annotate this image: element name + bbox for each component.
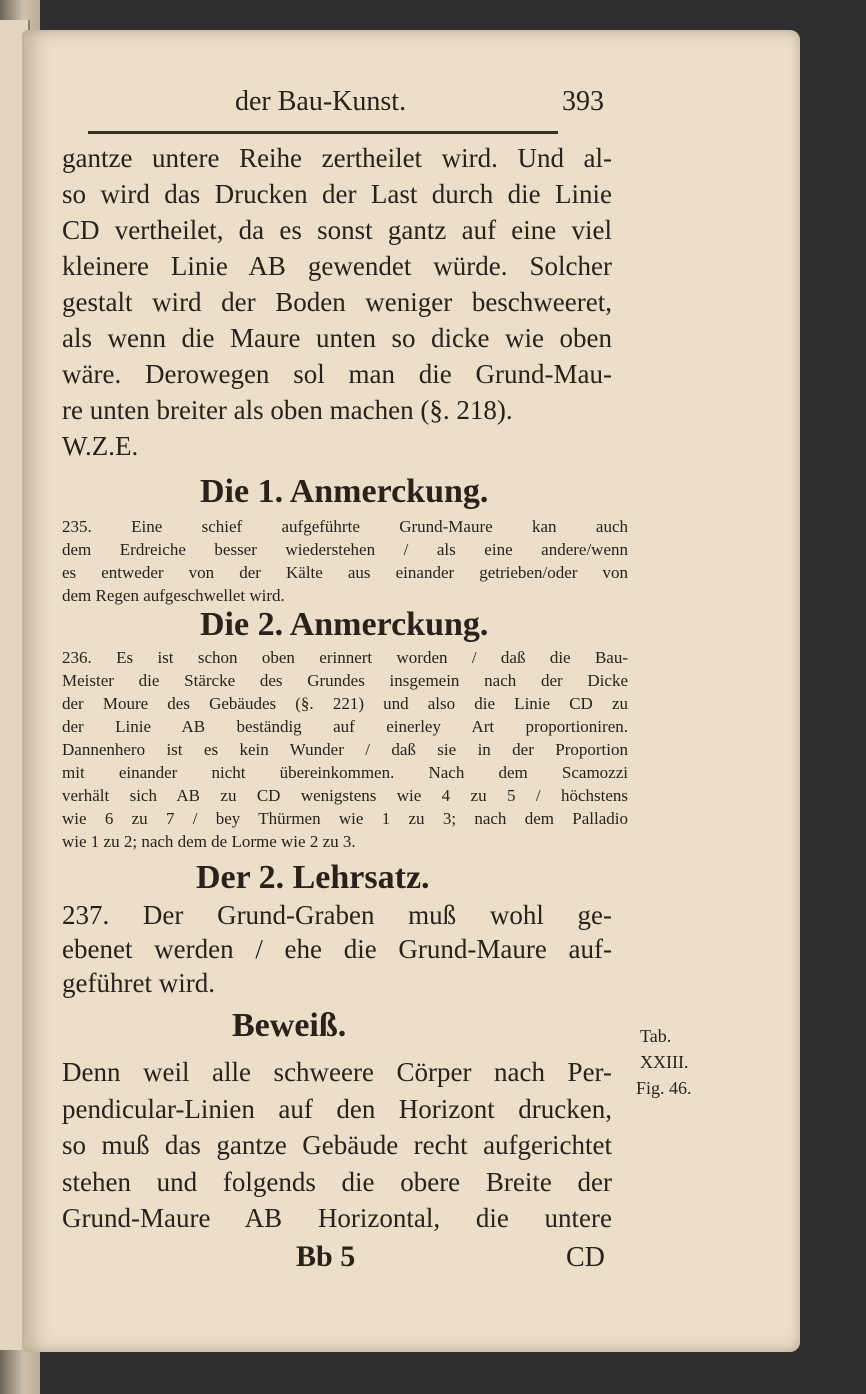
proof-line: Denn weil alle schweere Cörper nach Per- (62, 1057, 612, 1087)
text-line: re unten breiter als oben machen (§. 218). (62, 395, 513, 425)
note-line: wie 6 zu 7 / bey Thürmen wie 1 zu 3; nach dem Palladio (62, 809, 628, 828)
proof-line: pendicular-Linien auf den Horizont drucken, (62, 1094, 612, 1124)
note-line: 236. Es ist schon oben erinnert worden / daß die Bau- (62, 648, 628, 667)
header-rule (88, 131, 558, 134)
text-line: gantze untere Reihe zertheilet wird. Und al- (62, 143, 612, 173)
theorem-line: ebenet werden / ehe die Grund-Maure auf- (62, 934, 612, 964)
section-heading: Der 2. Lehrsatz. (196, 859, 430, 896)
note-line: dem Erdreiche besser wiederstehen / als eine andere/wenn (62, 540, 628, 559)
margin-note-tab: Tab. (640, 1026, 672, 1046)
margin-note-fig: Fig. 46. (636, 1078, 692, 1098)
note-line: verhält sich AB zu CD wenigstens wie 4 zu 5 / höchstens (62, 786, 628, 805)
section-heading: Beweiß. (232, 1007, 347, 1044)
text-line: wäre. Derowegen sol man die Grund-Mau- (62, 359, 612, 389)
note-line: Meister die Stärcke des Grundes insgemein nach der Dicke (62, 671, 628, 690)
running-title: der Bau-Kunst. (235, 86, 407, 117)
text-line: kleinere Linie AB gewendet würde. Solcher (62, 251, 612, 281)
section-heading: Die 2. Anmerckung. (200, 606, 489, 643)
margin-note-plate: XXIII. (640, 1052, 689, 1072)
note-line: der Linie AB beständig auf einerley Art proportioniren. (62, 717, 628, 736)
note-line: wie 1 zu 2; nach dem de Lorme wie 2 zu 3. (62, 832, 356, 851)
note-line: Dannenhero ist es kein Wunder / daß sie in der Proportion (62, 740, 628, 759)
text-line: gestalt wird der Boden weniger beschweeret, (62, 287, 612, 317)
theorem-line: 237. Der Grund-Graben muß wohl ge- (62, 900, 612, 930)
proof-line: so muß das gantze Gebäude recht aufgerichtet (62, 1130, 612, 1160)
note-line: mit einander nicht übereinkommen. Nach dem Scamozzi (62, 763, 628, 782)
text-line: so wird das Drucken der Last durch die Linie (62, 179, 612, 209)
text-line: als wenn die Maure unten so dicke wie oben (62, 323, 612, 353)
proof-line: stehen und folgends die obere Breite der (62, 1167, 612, 1197)
note-line: dem Regen aufgeschwellet wird. (62, 586, 285, 605)
text-line: CD vertheilet, da es sonst gantz auf eine viel (62, 215, 612, 245)
text-line: W.Z.E. (62, 431, 139, 461)
proof-line: Grund-Maure AB Horizontal, die untere (62, 1203, 612, 1233)
page-number: 393 (562, 86, 604, 117)
signature-mark: Bb 5 (296, 1240, 356, 1273)
note-line: 235. Eine schief aufgeführte Grund-Maure kan auch (62, 517, 628, 536)
note-line: der Moure des Gebäudes (§. 221) und also die Linie CD zu (62, 694, 628, 713)
theorem-line: geführet wird. (62, 968, 215, 998)
note-line: es entweder von der Kälte aus einander getrieben/oder von (62, 563, 628, 582)
section-heading: Die 1. Anmerckung. (200, 473, 489, 510)
catchword: CD (566, 1242, 605, 1273)
